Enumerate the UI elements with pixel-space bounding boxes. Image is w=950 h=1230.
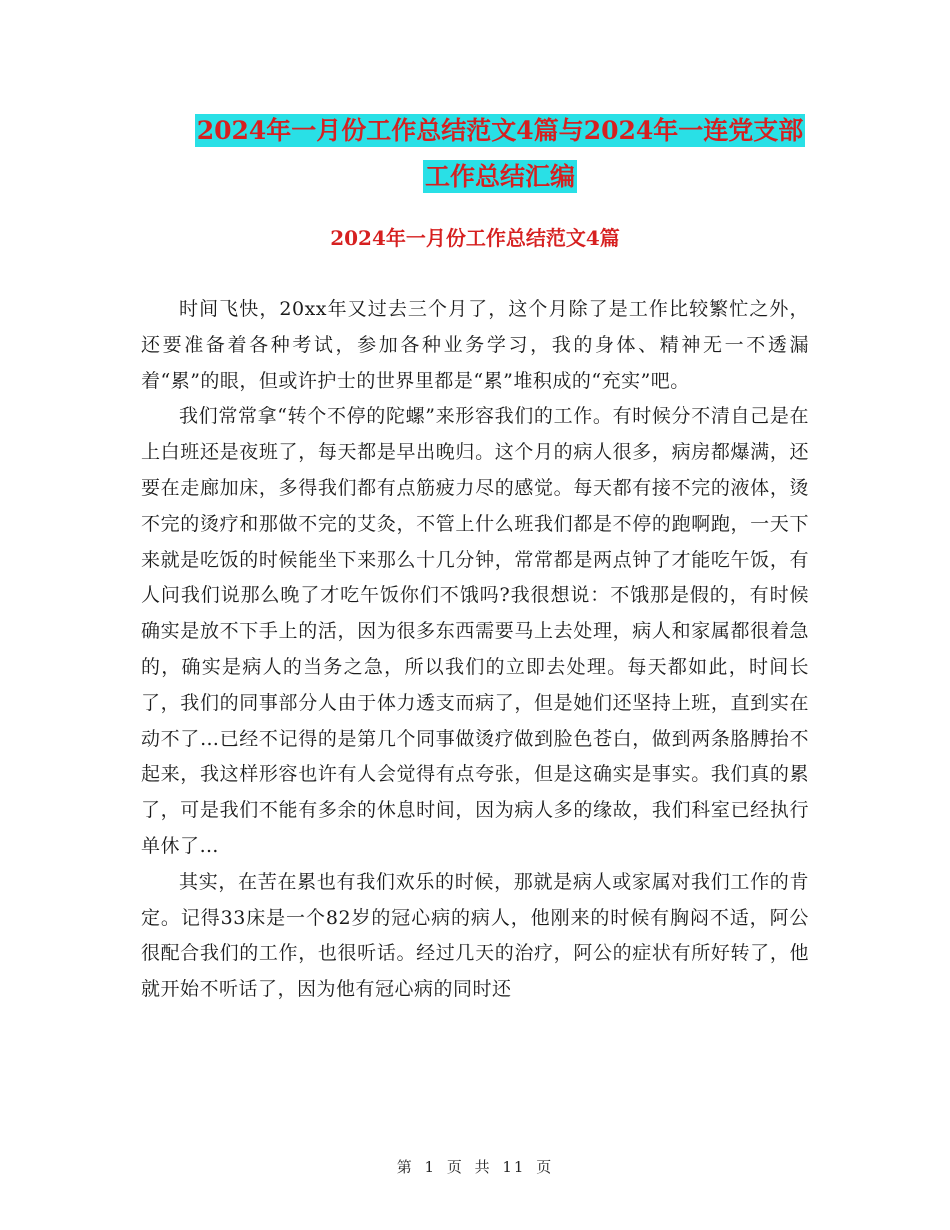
- document-title-line-2: 工作总结汇编: [424, 162, 575, 191]
- document-title-line-1: 2024年一月份工作总结范文4篇与2024年一连党支部: [196, 116, 804, 145]
- paragraph: 时间飞快，20xx年又过去三个月了，这个月除了是工作比较繁忙之外，还要准备着各种考试，参加各种业务学习，我的身体、精神无一不透漏着“累”的眼，但或许护士的世界里都是“累”堆积成的“充实”吧。: [141, 298, 809, 392]
- document-title: [140, 108, 860, 200]
- paragraph: 其实，在苦在累也有我们欢乐的时候，那就是病人或家属对我们工作的肯定。记得33床是一个82岁的冠心病的病人，他刚来的时候有胸闷不适，阿公很配合我们的工作，也很听话。经过几天的治疗，阿公的症状有所好转了，他就开始不听话了，因为他有冠心病的同时还: [141, 870, 809, 1001]
- page-footer: 第 1 页 共 11 页: [396, 1158, 554, 1176]
- document-body: [141, 292, 809, 1008]
- paragraph: 我们常常拿“转个不停的陀螺”来形容我们的工作。有时候分不清自己是在上白班还是夜班了，每天都是早出晚归。这个月的病人很多，病房都爆满，还要在走廊加床，多得我们都有点筋疲力尽的感觉。每天都有接不完的液体，烫不完的烫疗和那做不完的艾灸，不管上什么班我们都是不停的跑啊跑，一天下来就是吃饭的时候能坐下来那么十几分钟，常常都是两点钟了才能吃午饭，有人问我们说那么晚了才吃午饭你们不饿吗?我很想说：不饿那是假的，有时候确实是放不下手上的活，因为很多东西需要马上去处理，病人和家属都很着急的，确实是病人的当务之急，所以我们的立即去处理。每天都如此，时间长了，我们的同事部分人由于体力透支而病了，但是她们还坚持上班，直到实在动不了…已经不记得的是第几个同事做烫疗做到脸色苍白，做到两条胳膊抬不起来，我这样形容也许有人会觉得有点夸张，但是这确实是事实。我们真的累了，可是我们不能有多余的休息时间，因为病人多的缘故，我们科室已经执行单休了…: [141, 405, 809, 857]
- section-title: 2024年一月份工作总结范文4篇: [330, 226, 620, 250]
